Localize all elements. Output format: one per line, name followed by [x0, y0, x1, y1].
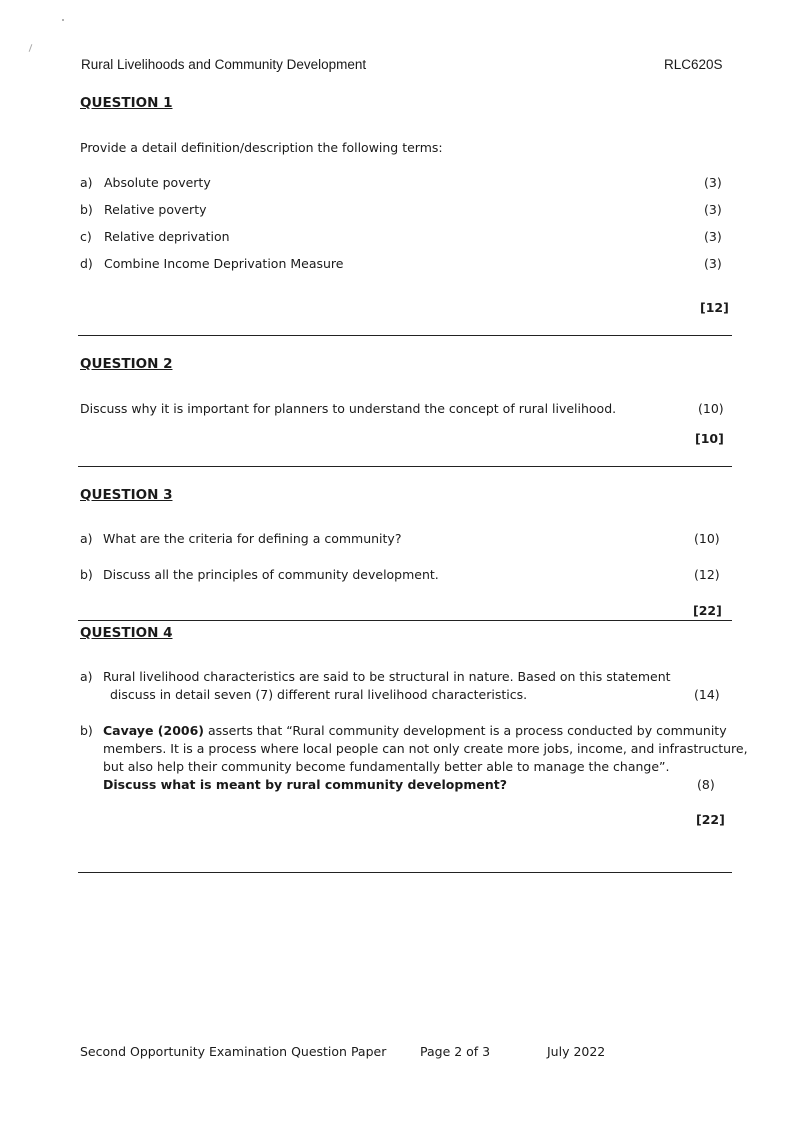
q4b-text-line [103, 723, 727, 738]
q3-item-label: b) [80, 567, 93, 582]
course-title: Rural Livelihoods and Community Development [81, 57, 367, 72]
question-4-title: QUESTION 4 [80, 625, 173, 641]
footer-exam-type: Second Opportunity Examination Question Paper [80, 1044, 387, 1059]
q1-item-label: d) [80, 256, 93, 271]
q3-total-marks: [22] [693, 603, 722, 618]
question-3-title: QUESTION 3 [80, 487, 173, 503]
section-divider [78, 620, 732, 621]
q4b-text-line-rest: asserts that “Rural community development is a process conducted by community [204, 723, 727, 738]
section-divider [78, 335, 732, 336]
q4-total-marks: [22] [696, 812, 725, 827]
q3-item-text: Discuss all the principles of community development. [103, 567, 439, 582]
footer-date: July 2022 [547, 1044, 606, 1059]
question-1-instruction: Provide a detail definition/description the following terms: [80, 140, 443, 155]
q1-item-text: Combine Income Deprivation Measure [104, 256, 344, 271]
q1-item-marks: (3) [704, 202, 722, 217]
q3-item-label: a) [80, 531, 93, 546]
q2-marks: (10) [698, 401, 724, 416]
q4b-question: Discuss what is meant by rural community development? [103, 777, 507, 792]
question-2-title: QUESTION 2 [80, 356, 173, 372]
q4b-text-line: but also help their community become fundamentally better able to manage the change”. [103, 759, 670, 774]
q1-item-text: Absolute poverty [104, 175, 211, 190]
q4a-text-line: discuss in detail seven (7) different rural livelihood characteristics. [110, 687, 528, 702]
section-divider [78, 872, 732, 873]
q4b-text-line: members. It is a process where local people can not only create more jobs, income, and infrastructure, [103, 741, 748, 756]
q1-item-label: a) [80, 175, 93, 190]
question-2-text: Discuss why it is important for planners to understand the concept of rural livelihood. [80, 401, 617, 416]
q3-item-marks: (10) [694, 531, 720, 546]
q1-item-text: Relative deprivation [104, 229, 230, 244]
footer-page-number: Page 2 of 3 [420, 1044, 491, 1059]
q4a-text-line: Rural livelihood characteristics are said to be structural in nature. Based on this statement [103, 669, 671, 684]
q1-item-marks: (3) [704, 229, 722, 244]
course-code: RLC620S [664, 57, 723, 72]
q4b-label: b) [80, 723, 93, 738]
section-divider [78, 466, 732, 467]
q4a-marks: (14) [694, 687, 720, 702]
question-1-title: QUESTION 1 [80, 95, 173, 111]
q1-total-marks: [12] [700, 300, 729, 315]
scan-mark [29, 44, 33, 52]
q1-item-text: Relative poverty [104, 202, 207, 217]
q1-item-label: b) [80, 202, 93, 217]
q4b-marks: (8) [697, 777, 715, 792]
q1-item-marks: (3) [704, 256, 722, 271]
q4a-label: a) [80, 669, 93, 684]
q1-item-label: c) [80, 229, 92, 244]
q4b-citation: Cavaye (2006) [103, 723, 205, 738]
q1-item-marks: (3) [704, 175, 722, 190]
scan-speck [62, 19, 64, 21]
q3-item-text: What are the criteria for defining a community? [103, 531, 402, 546]
q3-item-marks: (12) [694, 567, 720, 582]
q2-total-marks: [10] [695, 431, 724, 446]
